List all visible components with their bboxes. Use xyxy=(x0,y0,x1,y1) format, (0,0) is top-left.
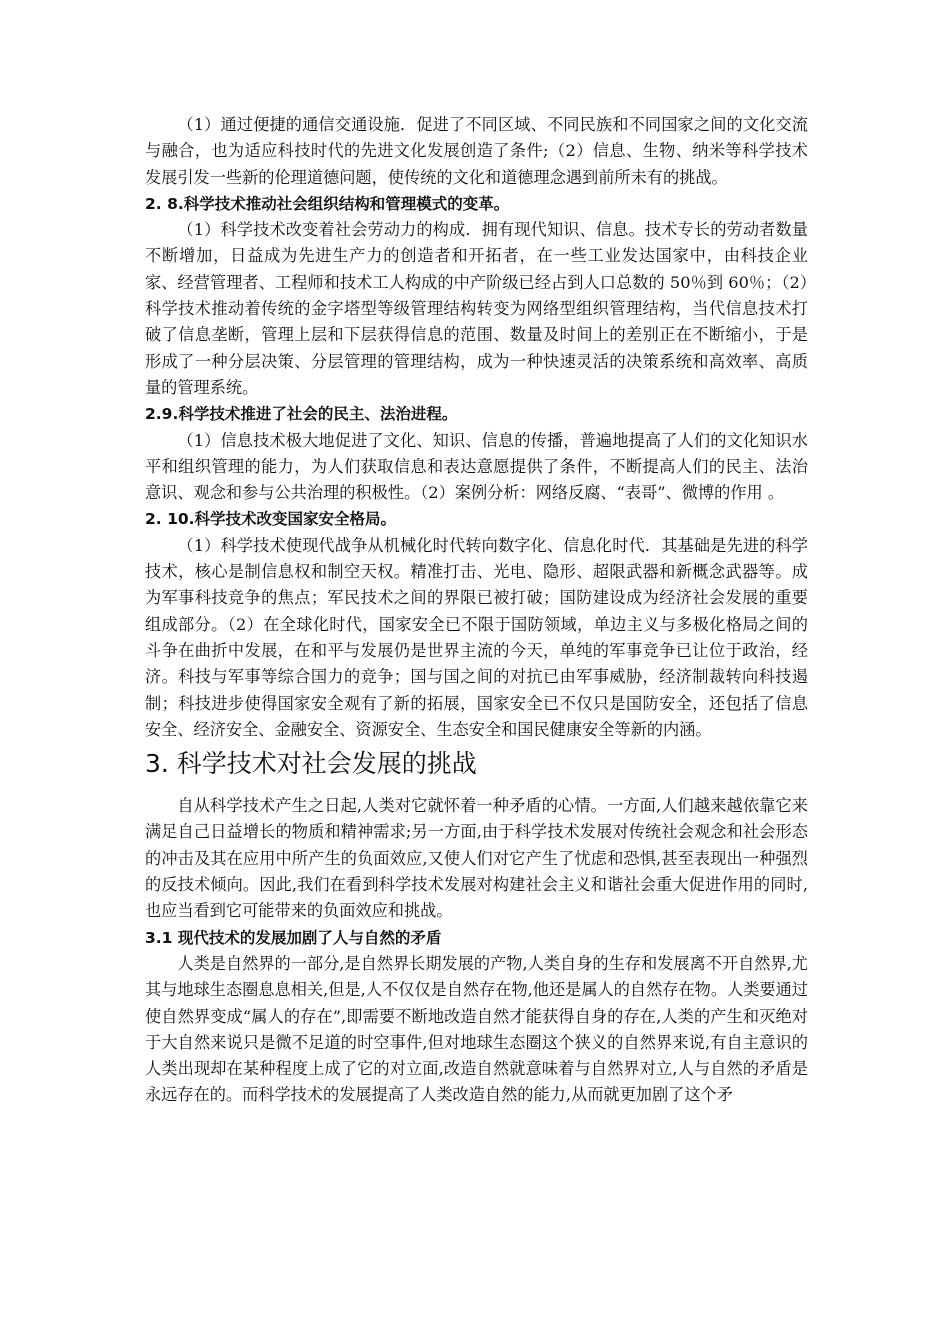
heading-2-10: 2. 10.科学技术改变国家安全格局。 xyxy=(145,510,397,529)
section-heading-3: 3. 科学技术对社会发展的挑战 xyxy=(145,749,477,779)
paragraph-challenge-intro: 自从科学技术产生之日起,人类对它就怀着一种矛盾的心情。一方面,人们越来越依靠它来满足自己日益增长的物质和精神需求;另一方面,由于科学技术发展对传统社会观念和社会形态的冲击及其在应用中所产生的负面效应,又使人们对它产生了忧虑和恐惧,甚至表现出一种强烈的反技术倾向。因此,我们在看到科学技术发展对构建社会主义和谐社会重大促进作用的同时,也应当看到它可能带来的负面效应和挑战。 xyxy=(145,796,808,921)
heading-3-1: 3.1 现代技术的发展加剧了人与自然的矛盾 xyxy=(145,928,442,947)
heading-2-8: 2. 8.科学技术推动社会组织结构和管理模式的变革。 xyxy=(145,194,510,213)
paragraph-culture: （1）通过便捷的通信交通设施．促进了不同区域、不同民族和不同国家之间的文化交流与融合，也为适应科技时代的先进文化发展创造了条件;（2）信息、生物、纳米等科学技术发展引发一些新的伦理道德问题，使传统的文化和道德理念遇到前所未有的挑战。 xyxy=(145,115,808,187)
paragraph-security: （1）科学技术使现代战争从机械化时代转向数字化、信息化时代．其基础是先进的科学技术，核心是制信息权和制空天权。精准打击、光电、隐形、超限武器和新概念武器等。成为军事科技竞争的焦点；军民技术之间的界限已被打破；国防建设成为经济社会发展的重要组成部分。（2）在全球化时代，国家安全已不限于国防领域，单边主义与多极化格局之间的斗争在曲折中发展，在和平与发展仍是世界主流的今天，单纯的军事竞争已让位于政治，经济。科技与军事等综合国力的竞争；国与国之间的对抗已由军事威胁，经济制裁转向科技遏制；科技进步使得国家安全观有了新的拓展，国家安全已不仅只是国防安全，还包括了信息安全、经济安全、金融安全、资源安全、生态安全和国民健康安全等新的内涵。 xyxy=(145,535,808,739)
paragraph-organization: （1）科学技术改变着社会劳动力的构成．拥有现代知识、信息。技术专长的劳动者数量不断增加，日益成为先进生产力的创造者和开拓者，在一些工业发达国家中，由科技企业家、经营管理者、工程师和技术工人构成的中产阶级已经占到人口总数的 50％到 60％；（2）科学技术推动着传统的金字塔型等级管理结构转变为网络型组织管理结构，当代信息技术打破了信息垄断，管理上层和下层获得信息的范围、数量及时间上的差别正在不断缩小，于是形成了一种分层决策、分层管理的管理结构，成为一种快速灵活的决策系统和高效率、高质量的管理系统。 xyxy=(145,220,808,397)
paragraph-human-nature: 人类是自然界的一部分,是自然界长期发展的产物,人类自身的生存和发展离不开自然界,尤其与地球生态圈息息相关,但是,人不仅仅是自然存在物,他还是属人的自然存在物。人类要通过使自然界变成“属人的存在”,即需要不断地改造自然才能获得自身的存在,人类的产生和灭绝对于大自然来说只是微不足道的时空事件,但对地球生态圈这个狭义的自然界来说,有自主意识的人类出现却在某种程度上成了它的对立面,改造自然就意味着与自然界对立,人与自然的矛盾是永远存在的。而科学技术的发展提高了人类改造自然的能力,从而就更加剧了这个矛 xyxy=(145,953,808,1105)
document-page xyxy=(145,112,808,1109)
heading-2-9: 2.9.科学技术推进了社会的民主、法治进程。 xyxy=(145,405,458,424)
paragraph-democracy: （1）信息技术极大地促进了文化、知识、信息的传播，普遍地提高了人们的文化知识水平和组织管理的能力，为人们获取信息和表达意愿提供了条件，不断提高人们的民主、法治意识、观念和参与公共治理的积极性。（2）案例分析：网络反腐、“表哥”、微博的作用 。 xyxy=(145,430,808,503)
